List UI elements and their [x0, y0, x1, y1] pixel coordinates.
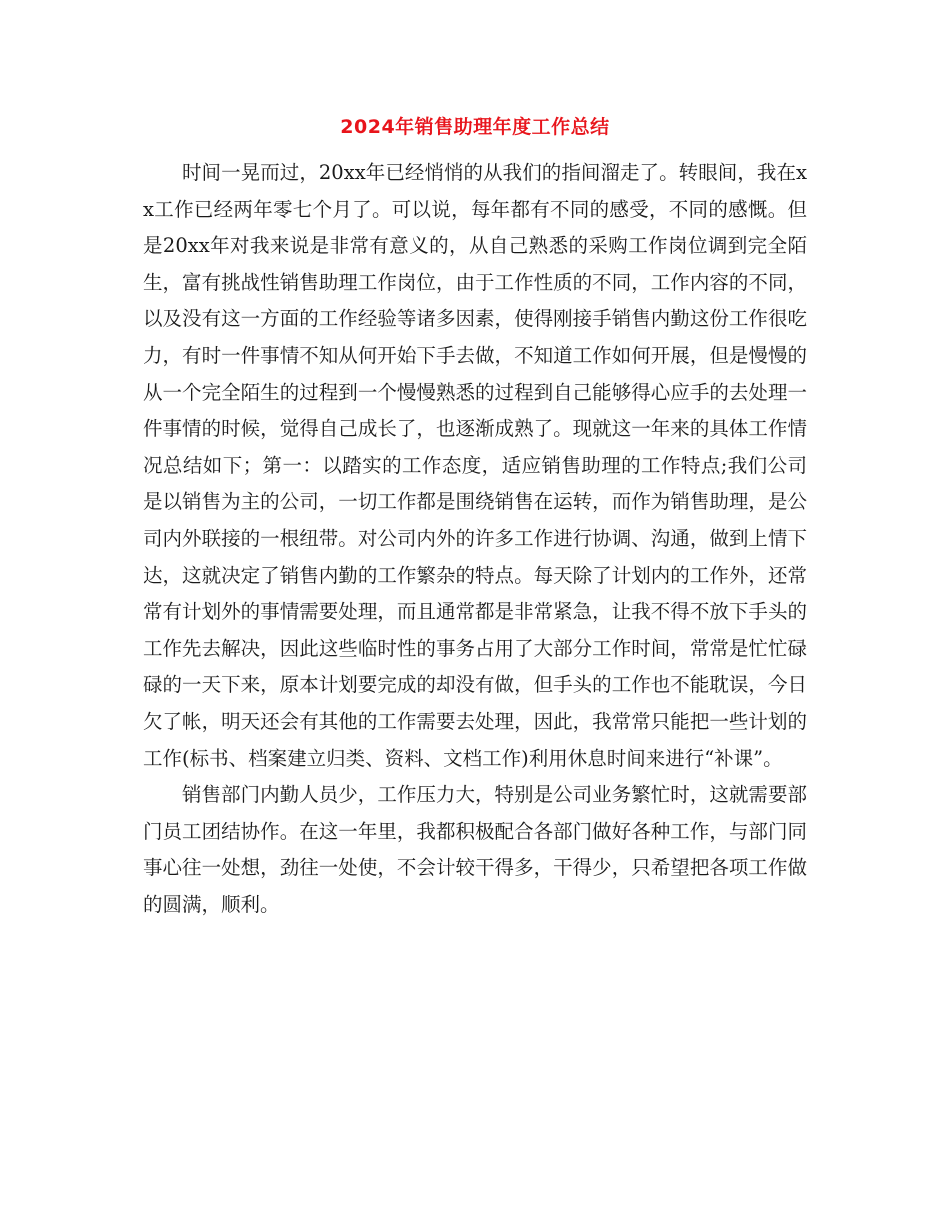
paragraph-2: 销售部门内勤人员少，工作压力大，特别是公司业务繁忙时，这就需要部门员工团结协作。在这一年里，我都积极配合各部门做好各种工作，与部门同事心往一处想，劲往一处使，不会计较干得多，干得少，只希望把各项工作做的圆满，顺利。 — [143, 783, 807, 916]
document-body — [143, 155, 807, 923]
document-title: 2024年销售助理年度工作总结 — [340, 116, 610, 138]
paragraph-1: 时间一晃而过，20xx年已经悄悄的从我们的指间溜走了。转眼间，我在xx工作已经两年零七个月了。可以说，每年都有不同的感受，不同的感慨。但是20xx年对我来说是非常有意义的，从自己熟悉的采购工作岗位调到完全陌生，富有挑战性销售助理工作岗位，由于工作性质的不同，工作内容的不同，以及没有这一方面的工作经验等诸多因素，使得刚接手销售内勤这份工作很吃力，有时一件事情不知从何开始下手去做，不知道工作如何开展，但是慢慢的从一个完全陌生的过程到一个慢慢熟悉的过程到自己能够得心应手的去处理一件事情的时候，觉得自己成长了，也逐渐成熟了。现就这一年来的具体工作情况总结如下；第一：以踏实的工作态度，适应销售助理的工作特点;我们公司是以销售为主的公司，一切工作都是围绕销售在运转，而作为销售助理，是公司内外联接的一根纽带。对公司内外的许多工作进行协调、沟通，做到上情下达，这就决定了销售内勤的工作繁杂的特点。每天除了计划内的工作外，还常常有计划外的事情需要处理，而且通常都是非常紧急，让我不得不放下手头的工作先去解决，因此这些临时性的事务占用了大部分工作时间，常常是忙忙碌碌的一天下来，原本计划要完成的却没有做，但手头的工作也不能耽误，今日欠了帐，明天还会有其他的工作需要去处理，因此，我常常只能把一些计划的工作(标书、档案建立归类、资料、文档工作)利用休息时间来进行“补课”。 — [143, 161, 807, 770]
